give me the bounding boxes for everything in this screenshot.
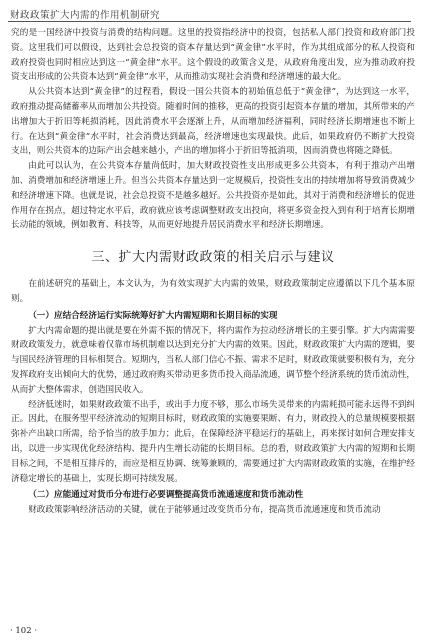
paragraph-long-term-goals: 经济低迷时，如果财政政策不出手，或出手力度不够，那么市场失灵带来的内需耗损可能永远得不到纠正。因此，在服务型平经济流动的短期目标时，财政政策的实施要果断、有力，财政投入的总量规模要根据弥补产出缺口所需，给予恰当的放手加力；此后，在保障经济平稳运行的基础上，再来探讨如何合理安排支出，以进一步实现优化经济结构、提升内生增长动能的长期目标。总的看，财政政策扩大内需的短期和长期目标之间，不是相互排斥的，而应是相互协调、统筹兼顾的，需要通过扩大内需财政政策的实施，在维护经济稳定增长的基础上，实现长期可持续发展。 [11, 399, 415, 484]
page-content [11, 26, 415, 518]
paragraph-continued: 究的是一国经济中投资与消费的结构问题。这里的投资指经济中的投资，包括私人部门投资和政府部门投资。这里我们可以假设，达到社会总投资的资本存量达到“黄金律”水平时，作为其组成部分的私人投资和政府投资也同时相应达到这一“黄金律”水平。这个假设的政策含义是，从政府角度出发，应为推动政府投资支出形成的公共资本达到“黄金律”水平，从而推动实现社会消费和经济增速的最大化。 [11, 28, 415, 83]
paragraph-principles-intro: 在前述研究的基础上，本文认为，为有效实现扩大内需的效果，财政政策制定应遵循以下几个基本原则。 [11, 279, 415, 304]
header-rule [8, 21, 411, 22]
paragraph-investment-inflection: 由此可以认为，在公共资本存量尚低时，加大财政投资性支出形成更多公共资本，有利于推动产出增加、消费增加和经济增速上升。但当公共资本存量达到一定规模后，投资性支出的持续增加将导致消费减少和经济增速下降。也就是说，社会总投资不是越多越好。公共投资亦是如此，其对于消费和经济增长的促进作用存在拐点，超过特定水平后，政府就应该考虑调整财政支出投向，将更多资金投入到有利于培育长期增长动能的领域，例如教育、科技等，从而更好地提升居民消费水平和经济长期增速。 [11, 161, 415, 231]
running-header: 财政政策扩大内需的作用机制研究 [10, 10, 161, 21]
paragraph-golden-rule: 从公共资本达到“黄金律”的过程看，假设一国公共资本的初始值总低于“黄金律”，为达到这一水平，政府推动提高储蓄率从而增加公共投资。随着时间的推移，更高的投资引起资本存量的增加，其所带来的产出增加大于折旧等耗损消耗，因此消费水平会逐渐上升，从而增加经济福利，同时经济长期增速也不断上行。在达到“黄金律”水平时，社会消费达到最高，经济增速也实现最快。此后，如果政府仍不断扩大投资支出，则公共资本的边际产出会越来越小，产出的增加将小于折旧等抵消项，因而消费也将随之降低。 [11, 87, 415, 157]
subheading-1: （一）应结合经济运行实际统筹好扩大内需短期和长期目标的实现 [28, 310, 278, 321]
subheading-2: （二）应能通过对货币分布进行必要调整提高货币流通速度和货币流动性 [28, 490, 304, 501]
section-title: 三、扩大内需财政政策的相关启示与建议 [91, 250, 335, 266]
paragraph-money-velocity: 财政政策影响经济活动的关键，就在于能够通过改变货币分布，提高货币流通速度和货币流动 [28, 505, 381, 516]
page-number: · 102 · [10, 626, 38, 636]
paragraph-short-term-goals: 扩大内需命题的提出就是要在外需不振的情况下，将内需作为拉动经济增长的主要引擎。扩大内需需要财政政策发力，就意味着仅靠市场机制难以达到充分扩大内需的效果。因此，财政政策扩大内需的逻辑，要与国民经济管理的目标相契合。短期内，当私人部门信心不振、需求不足时，财政政策就要积极有为，充分发挥政府支出倾向大的优势，通过政府购买带动更多货币投入商品流通，调节整个经济系统的货币流动性，从而扩大整体需求，创造国民收入。 [11, 325, 415, 395]
